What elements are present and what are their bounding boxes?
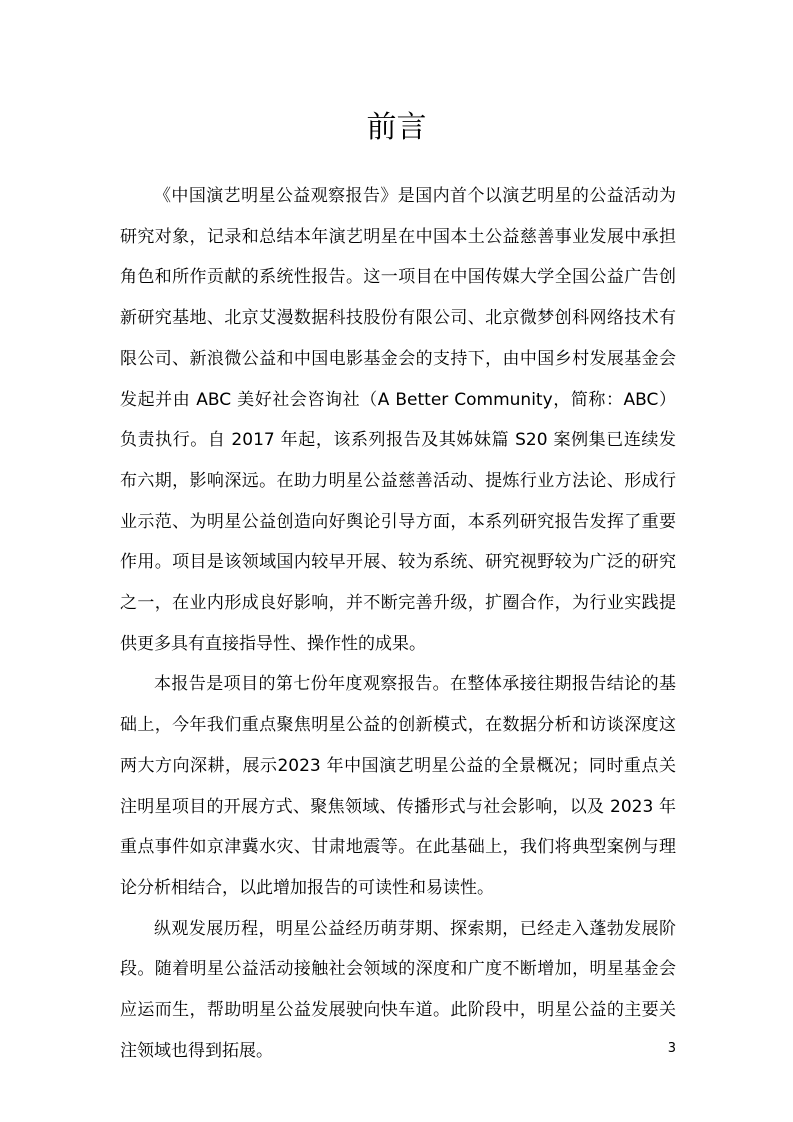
page-number: 3 bbox=[667, 1041, 676, 1056]
paragraph-2: 本报告是项目的第七份年度观察报告。在整体承接往期报告结论的基础上，今年我们重点聚焦明星公益的创新模式，在数据分析和访谈深度这两大方向深耕，展示2023 年中国演艺明星公益的全景概况；同时重点关注明星项目的开展方式、聚焦领域、传播形式与社会影响，以及 2023 年重点事件如京津冀水灾、甘肃地震等。在此基础上，我们将典型案例与理论分析相结合，以此增加报告的可读性和易读性。 bbox=[120, 674, 676, 898]
paragraph-3: 纵观发展历程，明星公益经历萌芽期、探索期，已经走入蓬勃发展阶段。随着明星公益活动接触社会领域的深度和广度不断增加，明星基金会应运而生，帮助明星公益发展驶向快车道。此阶段中，明星公益的主要关注领域也得到拓展。 bbox=[120, 918, 676, 1061]
paragraph-1: 《中国演艺明星公益观察报告》是国内首个以演艺明星的公益活动为研究对象，记录和总结本年演艺明星在中国本土公益慈善事业发展中承担角色和所作贡献的系统性报告。这一项目在中国传媒大学全国公益广告创新研究基地、北京艾漫数据科技股份有限公司、北京微梦创科网络技术有限公司、新浪微公益和中国电影基金会的支持下，由中国乡村发展基金会发起并由 ABC 美好社会咨询社（A Better Community，简称：ABC）负责执行。自 2017 年起，该系列报告及其姊妹篇 S20 案例集已连续发布六期，影响深远。在助力明星公益慈善活动、提炼行业方法论、形成行业示范、为明星公益创造向好舆论引导方面，本系列研究报告发挥了重要作用。项目是该领域国内较早开展、较为系统、研究视野较为广泛的研究之一，在业内形成良好影响，并不断完善升级，扩圈合作，为行业实践提供更多具有直接指导性、操作性的成果。 bbox=[120, 186, 676, 654]
body-text bbox=[120, 176, 676, 1071]
page-title: 前言 bbox=[366, 110, 427, 145]
